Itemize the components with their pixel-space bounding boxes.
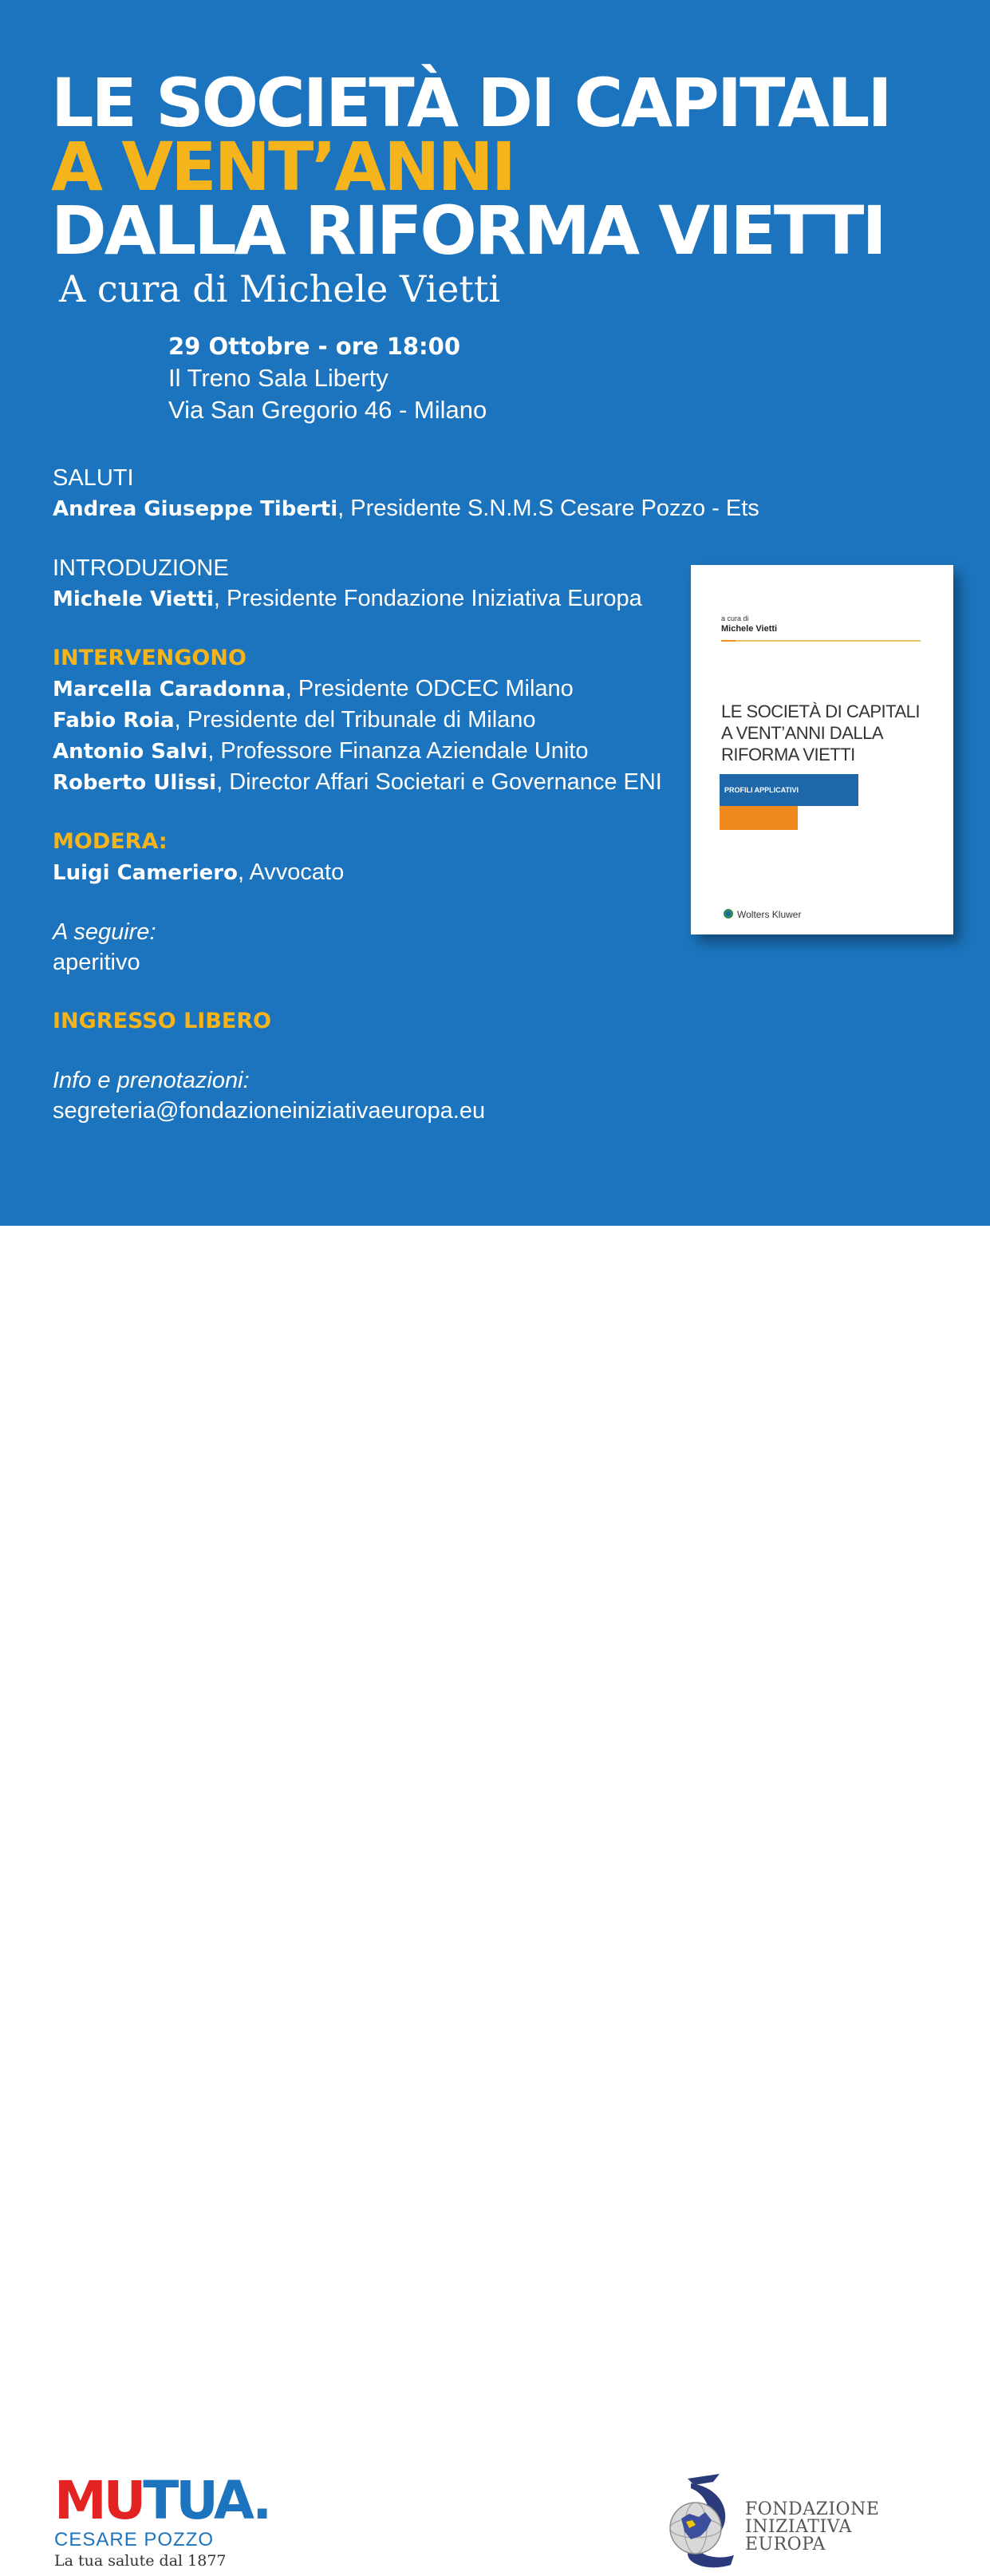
- fondazione-line-1: FONDAZIONE: [745, 2499, 880, 2519]
- section-intervengono: [53, 643, 691, 798]
- book-rule-accent: [721, 640, 736, 642]
- mutua-subtitle: CESARE POZZO: [54, 2529, 215, 2550]
- fondazione-iniziativa-europa-logo[interactable]: [657, 2472, 897, 2576]
- speaker-row: [53, 674, 691, 705]
- intervengono-heading: INTERVENGONO: [53, 646, 247, 670]
- section-ingresso: [53, 1006, 691, 1037]
- info-email: segreteria@fondazioneiniziativaeuropa.eu: [53, 1098, 486, 1124]
- seguire-value: aperitivo: [53, 950, 140, 975]
- saluti-speaker: [53, 493, 759, 524]
- wolters-kluwer-logo-icon: [723, 908, 734, 919]
- modera-speaker: [53, 857, 691, 888]
- section-modera: [53, 827, 691, 888]
- speaker-name: Luigi Cameriero: [53, 861, 238, 885]
- speaker-name: Fabio Roia: [53, 709, 175, 733]
- book-subtitle: PROFILI APPLICATIVI: [724, 786, 799, 794]
- book-title-line: LE SOCIETÀ DI CAPITALI: [721, 701, 920, 721]
- speaker-row: [53, 767, 691, 798]
- book-orange-band: [720, 806, 798, 830]
- speaker-role: , Presidente ODCEC Milano: [285, 676, 574, 701]
- book-title-line: A VENT’ANNI DALLA: [721, 723, 884, 743]
- seguire-label: A seguire:: [53, 919, 156, 945]
- speaker-role: , Presidente del Tribunale di Milano: [174, 707, 536, 733]
- speaker-role: , Director Affari Societari e Governance ENI: [216, 769, 662, 795]
- mutua-tagline: La tua salute dal 1877: [54, 2552, 227, 2570]
- book-curator-label: a cura di: [721, 614, 749, 622]
- europe-globe-icon: [657, 2472, 745, 2576]
- book-rule: [721, 640, 921, 642]
- modera-heading: MODERA:: [53, 829, 168, 854]
- speaker-role: , Professore Finanza Aziendale Unito: [207, 738, 589, 764]
- speaker-role: , Avvocato: [237, 859, 345, 885]
- section-info: [53, 1065, 691, 1126]
- book-title-line: RIFORMA VIETTI: [721, 745, 855, 765]
- book-cover: [691, 565, 953, 934]
- mutua-tua: TUA.: [143, 2470, 270, 2531]
- speaker-name: Antonio Salvi: [53, 740, 208, 764]
- book-publisher: Wolters Kluwer: [737, 909, 802, 920]
- event-venue: Il Treno Sala Liberty: [168, 364, 389, 392]
- curator: A cura di Michele Vietti: [59, 267, 501, 310]
- footer: [0, 1226, 990, 2570]
- speaker-role: , Presidente S.N.M.S Cesare Pozzo - Ets: [337, 496, 759, 521]
- speaker-name: Marcella Caradonna: [53, 678, 286, 701]
- title-line-1: LE SOCIETÀ DI CAPITALI: [51, 64, 890, 142]
- book-curator-name: Michele Vietti: [721, 624, 778, 634]
- title-line-3: DALLA RIFORMA VIETTI: [51, 192, 885, 270]
- section-saluti: [53, 463, 759, 524]
- event-info: [168, 330, 487, 426]
- speaker-role: , Presidente Fondazione Iniziativa Europa: [213, 586, 642, 611]
- speaker-name: Michele Vietti: [53, 587, 214, 611]
- title-line-2: A VENT’ANNI: [51, 128, 515, 206]
- introduzione-heading: INTRODUZIONE: [53, 555, 229, 581]
- fondazione-wordmark: [745, 2501, 879, 2554]
- event-date: 29 Ottobre - ore 18:00: [168, 333, 461, 360]
- speaker-name: Roberto Ulissi: [53, 771, 217, 795]
- speaker-name: Andrea Giuseppe Tiberti: [53, 497, 338, 521]
- fondazione-line-2: INIZIATIVA: [745, 2517, 852, 2537]
- mutua-mu: MU: [54, 2470, 144, 2531]
- mutua-cesare-pozzo-logo[interactable]: [54, 2470, 294, 2570]
- introduzione-speaker: [53, 583, 691, 614]
- section-seguire: [53, 917, 691, 978]
- mutua-wordmark: [54, 2470, 294, 2531]
- fondazione-line-3: EUROPA: [745, 2535, 826, 2554]
- poster: [0, 0, 990, 1226]
- ingresso-libero: INGRESSO LIBERO: [53, 1009, 272, 1033]
- book-title: [721, 701, 937, 765]
- saluti-heading: SALUTI: [53, 465, 134, 491]
- info-label: Info e prenotazioni:: [53, 1068, 250, 1093]
- speaker-row: [53, 736, 691, 767]
- speaker-row: [53, 705, 691, 736]
- event-address: Via San Gregorio 46 - Milano: [168, 396, 487, 424]
- section-introduzione: [53, 553, 691, 614]
